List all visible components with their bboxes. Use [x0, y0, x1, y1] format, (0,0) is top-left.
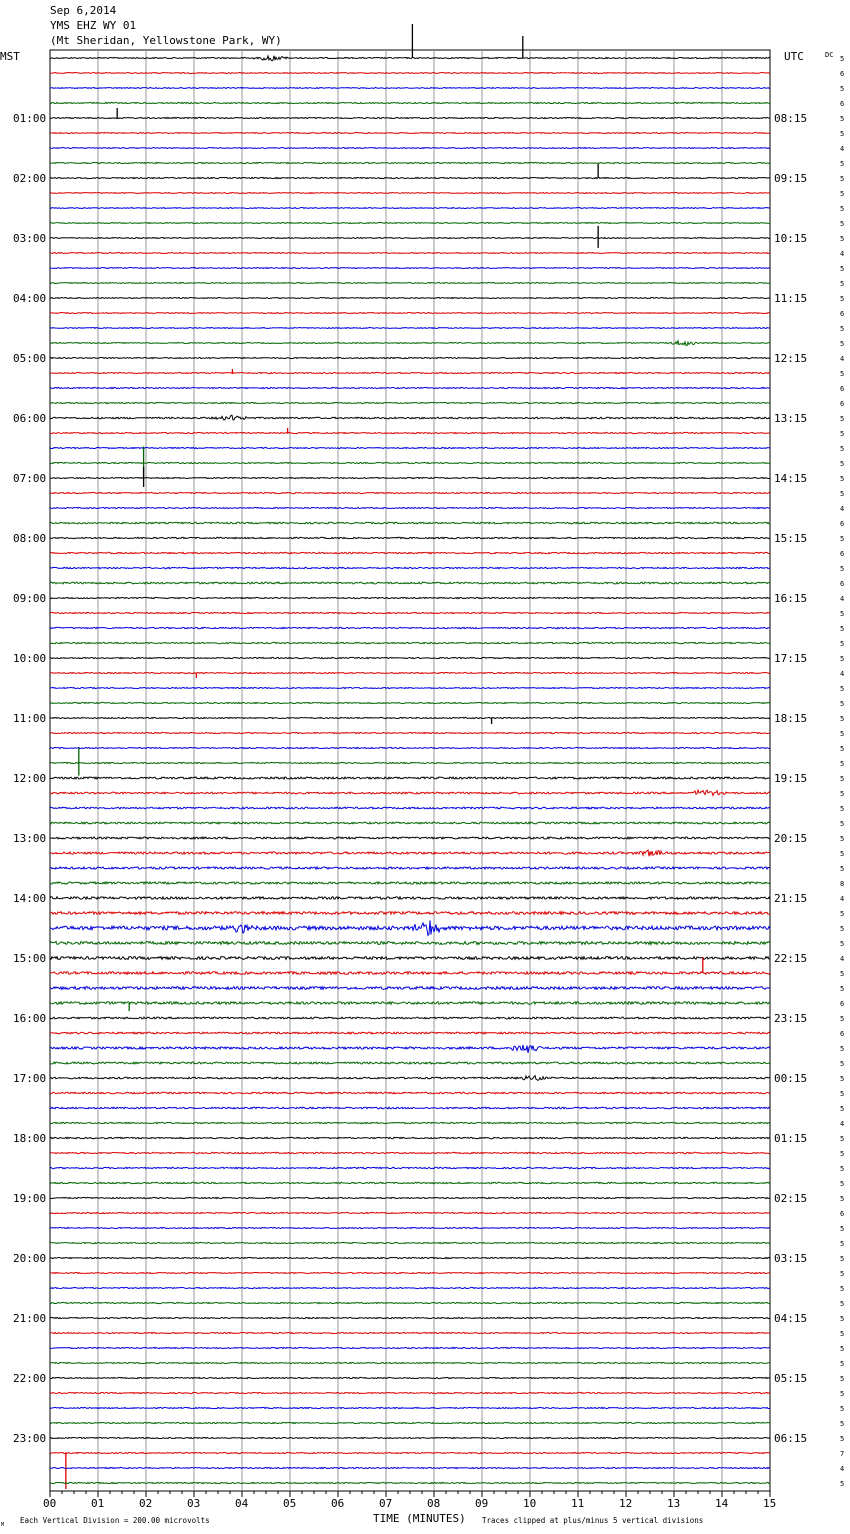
x-tick-label: 13	[667, 1497, 681, 1510]
dc-offset: 5	[840, 805, 845, 813]
dc-offset: 6	[840, 1210, 845, 1218]
dc-offset: 4	[840, 955, 845, 963]
trace-row	[50, 627, 770, 628]
dc-label: DC	[825, 51, 834, 59]
utc-hour-label: 20:15	[774, 832, 808, 845]
dc-offset: 5	[840, 655, 845, 663]
dc-offset: 6	[840, 520, 845, 528]
trace-row	[50, 223, 770, 224]
dc-offset: 5	[840, 730, 845, 738]
dc-offset: 5	[840, 625, 845, 633]
x-tick-label: 15	[763, 1497, 777, 1510]
trace-row	[50, 193, 770, 194]
x-tick-label: 08	[427, 1497, 441, 1510]
dc-offset: 6	[840, 310, 845, 318]
mst-hour-label: 07:00	[13, 472, 47, 485]
trace-row	[50, 1062, 770, 1064]
trace-row	[50, 597, 770, 598]
mst-hour-label: 19:00	[13, 1192, 47, 1205]
utc-hour-label: 02:15	[774, 1192, 808, 1205]
trace-row	[50, 837, 770, 839]
dc-offset: 5	[840, 370, 845, 378]
trace-row	[50, 1167, 770, 1168]
dc-offset: 6	[840, 400, 845, 408]
dc-offset: 6	[840, 385, 845, 393]
dc-offset: 4	[840, 895, 845, 903]
trace-row	[50, 268, 770, 269]
trace-row	[50, 1017, 770, 1019]
right-timezone-label: UTC	[784, 50, 804, 63]
dc-offset: 5	[840, 640, 845, 648]
dc-offset: 5	[840, 460, 845, 468]
utc-hour-label: 08:15	[774, 112, 808, 125]
mst-hour-label: 20:00	[13, 1252, 47, 1265]
trace-row	[50, 777, 770, 779]
trace-row	[50, 1287, 770, 1288]
trace-row	[50, 1182, 770, 1183]
dc-offset: 5	[840, 265, 845, 273]
dc-offset: 5	[840, 865, 845, 873]
dc-offset: 5	[840, 475, 845, 483]
trace-row	[50, 732, 770, 733]
trace-row	[50, 402, 770, 403]
trace-row	[50, 1347, 770, 1348]
x-tick-label: 14	[715, 1497, 729, 1510]
dc-offset: 5	[840, 295, 845, 303]
dc-offset: 5	[840, 115, 845, 123]
dc-offset: 5	[840, 1225, 845, 1233]
clip-note: Traces clipped at plus/minus 5 vertical divisions	[482, 1516, 704, 1525]
dc-offset: 6	[840, 1030, 845, 1038]
trace-row	[50, 477, 770, 478]
dc-offset: 5	[840, 1045, 845, 1053]
trace-row	[50, 1332, 770, 1333]
trace-row	[50, 567, 770, 568]
trace-row	[50, 1002, 770, 1005]
utc-hour-label: 03:15	[774, 1252, 808, 1265]
dc-offset: 5	[840, 1240, 845, 1248]
dc-offset: 5	[840, 985, 845, 993]
x-tick-label: 05	[283, 1497, 297, 1510]
dc-offset: 5	[840, 1315, 845, 1323]
mst-hour-label: 23:00	[13, 1432, 47, 1445]
plot-frame	[50, 50, 770, 1491]
dc-offset-labels	[840, 55, 844, 1488]
trace-row	[50, 492, 770, 493]
trace-row	[50, 372, 770, 373]
dc-offset: 5	[840, 280, 845, 288]
dc-offset: 5	[840, 535, 845, 543]
trace-row	[50, 920, 770, 935]
grid	[98, 50, 722, 1491]
dc-offset: 5	[840, 1375, 845, 1383]
dc-offset: 5	[840, 1480, 845, 1488]
dc-offset: 5	[840, 55, 845, 63]
dc-offset: 5	[840, 445, 845, 453]
dc-offset: 5	[840, 1345, 845, 1353]
trace-row	[50, 1212, 770, 1213]
x-tick-label: 01	[91, 1497, 105, 1510]
utc-hour-label: 19:15	[774, 772, 808, 785]
trace-row	[50, 507, 770, 508]
mst-hour-label: 21:00	[13, 1312, 47, 1325]
trace-row	[50, 612, 770, 613]
trace-row	[50, 462, 770, 463]
dc-offset: 5	[840, 775, 845, 783]
corner-mark: M	[1, 1522, 5, 1528]
trace-row	[50, 1467, 770, 1468]
dc-offset: 5	[840, 1060, 845, 1068]
trace-row	[50, 102, 770, 103]
trace-row	[50, 1362, 770, 1363]
trace-row	[50, 552, 770, 553]
utc-hour-label: 11:15	[774, 292, 808, 305]
dc-offset: 4	[840, 1120, 845, 1128]
trace-row	[50, 117, 770, 118]
dc-offset: 8	[840, 880, 845, 888]
trace-row	[50, 1437, 770, 1438]
trace-row	[50, 1076, 770, 1081]
trace-row	[50, 208, 770, 209]
trace-row	[50, 1392, 770, 1393]
x-tick-label: 09	[475, 1497, 489, 1510]
dc-offset: 5	[840, 220, 845, 228]
mst-hour-label: 17:00	[13, 1072, 47, 1085]
trace-row	[50, 1377, 770, 1378]
dc-offset: 4	[840, 355, 845, 363]
utc-hour-label: 15:15	[774, 532, 808, 545]
trace-row	[50, 1482, 770, 1483]
dc-offset: 5	[840, 160, 845, 168]
dc-offset: 5	[840, 490, 845, 498]
dc-offset: 5	[840, 1075, 845, 1083]
trace-row	[50, 702, 770, 703]
trace-row	[50, 1152, 770, 1153]
trace-row	[50, 987, 770, 990]
trace-row	[50, 432, 770, 433]
mst-hour-label: 10:00	[13, 652, 47, 665]
trace-row	[50, 133, 770, 134]
trace-row	[50, 357, 770, 358]
trace-row	[50, 313, 770, 314]
trace-row	[50, 522, 770, 524]
trace-row	[50, 762, 770, 763]
trace-row	[50, 1092, 770, 1094]
trace-row	[50, 341, 770, 346]
x-tick-label: 04	[235, 1497, 249, 1510]
mst-hour-label: 09:00	[13, 592, 47, 605]
trace-row	[50, 717, 770, 718]
trace-row	[50, 850, 770, 856]
trace-row	[50, 1302, 770, 1303]
dc-offset: 4	[840, 1465, 845, 1473]
mst-hour-label: 06:00	[13, 412, 47, 425]
trace-row	[50, 1045, 770, 1053]
utc-hour-label: 18:15	[774, 712, 808, 725]
mst-hour-label: 15:00	[13, 952, 47, 965]
dc-offset: 5	[840, 790, 845, 798]
trace-row	[50, 56, 770, 61]
dc-offset: 5	[840, 715, 845, 723]
trace-row	[50, 1032, 770, 1034]
trace-row	[50, 1242, 770, 1243]
dc-offset: 4	[840, 250, 845, 258]
dc-offset: 5	[840, 325, 845, 333]
location-label: (Mt Sheridan, Yellowstone Park, WY)	[50, 34, 282, 47]
trace-row	[50, 972, 770, 975]
dc-offset: 5	[840, 1420, 845, 1428]
dc-offset: 4	[840, 505, 845, 513]
left-timezone-label: MST	[0, 50, 20, 63]
trace-row	[50, 537, 770, 538]
trace-row	[50, 672, 770, 673]
trace-row	[50, 822, 770, 824]
trace-row	[50, 387, 770, 388]
x-tick-label: 06	[331, 1497, 345, 1510]
trace-row	[50, 1422, 770, 1423]
trace-row	[50, 747, 770, 748]
trace-row	[50, 807, 770, 809]
mst-hour-label: 03:00	[13, 232, 47, 245]
trace-row	[50, 1227, 770, 1228]
utc-hour-label: 06:15	[774, 1432, 808, 1445]
dc-offset: 6	[840, 100, 845, 108]
utc-hour-label: 09:15	[774, 172, 808, 185]
dc-offset: 5	[840, 415, 845, 423]
dc-offset: 5	[840, 1435, 845, 1443]
dc-offset: 5	[840, 1270, 845, 1278]
dc-offset: 5	[840, 610, 845, 618]
utc-hour-label: 13:15	[774, 412, 808, 425]
trace-row	[50, 88, 770, 89]
x-tick-label: 03	[187, 1497, 201, 1510]
trace-row	[50, 298, 770, 299]
trace-row	[50, 415, 770, 420]
trace-row	[50, 1197, 770, 1198]
utc-hour-label: 17:15	[774, 652, 808, 665]
mst-hour-label: 04:00	[13, 292, 47, 305]
dc-offset: 5	[840, 1390, 845, 1398]
trace-row	[50, 148, 770, 149]
trace-row	[50, 867, 770, 869]
mst-hour-label: 22:00	[13, 1372, 47, 1385]
trace-row	[50, 162, 770, 163]
dc-offset: 4	[840, 595, 845, 603]
mst-hour-label: 12:00	[13, 772, 47, 785]
dc-offset: 5	[840, 1255, 845, 1263]
dc-offset: 5	[840, 190, 845, 198]
dc-offset: 5	[840, 1105, 845, 1113]
dc-offset: 5	[840, 910, 845, 918]
utc-time-labels	[774, 112, 807, 1445]
mst-hour-label: 08:00	[13, 532, 47, 545]
dc-offset: 5	[840, 205, 845, 213]
mst-hour-label: 13:00	[13, 832, 47, 845]
dc-offset: 7	[840, 1450, 845, 1458]
dc-offset: 5	[840, 430, 845, 438]
dc-offset: 6	[840, 580, 845, 588]
mst-hour-label: 18:00	[13, 1132, 47, 1145]
trace-row	[50, 642, 770, 643]
dc-offset: 5	[840, 1150, 845, 1158]
trace-row	[50, 177, 770, 178]
dc-offset: 5	[840, 1285, 845, 1293]
trace-row	[50, 957, 770, 960]
dc-offset: 5	[840, 1180, 845, 1188]
date-label: Sep 6,2014	[50, 4, 117, 17]
trace-row	[50, 790, 770, 795]
x-axis	[43, 1491, 776, 1510]
trace-row	[50, 447, 770, 448]
mst-hour-label: 02:00	[13, 172, 47, 185]
trace-row	[50, 253, 770, 254]
x-tick-label: 02	[139, 1497, 153, 1510]
utc-hour-label: 14:15	[774, 472, 808, 485]
dc-offset: 6	[840, 1000, 845, 1008]
utc-hour-label: 04:15	[774, 1312, 808, 1325]
dc-offset: 5	[840, 565, 845, 573]
trace-row	[50, 942, 770, 945]
mst-hour-label: 11:00	[13, 712, 47, 725]
trace-row	[50, 1107, 770, 1109]
utc-hour-label: 01:15	[774, 1132, 808, 1145]
trace-row	[50, 582, 770, 584]
dc-offset: 5	[840, 1330, 845, 1338]
x-tick-label: 11	[571, 1497, 585, 1510]
x-tick-label: 07	[379, 1497, 393, 1510]
x-axis-title: TIME (MINUTES)	[373, 1512, 466, 1525]
mst-hour-label: 16:00	[13, 1012, 47, 1025]
x-tick-label: 10	[523, 1497, 537, 1510]
dc-offset: 5	[840, 1405, 845, 1413]
utc-hour-label: 05:15	[774, 1372, 808, 1385]
dc-offset: 4	[840, 670, 845, 678]
dc-offset: 5	[840, 1300, 845, 1308]
dc-offset: 5	[840, 850, 845, 858]
traces	[50, 24, 770, 1489]
dc-offset: 6	[840, 70, 845, 78]
trace-row	[50, 912, 770, 915]
utc-hour-label: 23:15	[774, 1012, 808, 1025]
x-tick-label: 12	[619, 1497, 633, 1510]
dc-offset: 5	[840, 235, 845, 243]
mst-hour-label: 14:00	[13, 892, 47, 905]
dc-offset: 5	[840, 970, 845, 978]
dc-offset: 5	[840, 340, 845, 348]
dc-offset: 5	[840, 760, 845, 768]
scale-note: Each Vertical Division = 200.00 microvolts	[20, 1516, 210, 1525]
utc-hour-label: 21:15	[774, 892, 808, 905]
utc-hour-label: 22:15	[774, 952, 808, 965]
trace-row	[50, 73, 770, 74]
trace-row	[50, 1122, 770, 1123]
dc-offset: 5	[840, 700, 845, 708]
x-tick-label: 00	[43, 1497, 57, 1510]
dc-offset: 5	[840, 685, 845, 693]
station-label: YMS EHZ WY 01	[50, 19, 137, 32]
dc-offset: 5	[840, 1360, 845, 1368]
trace-row	[50, 283, 770, 284]
trace-row	[50, 1317, 770, 1318]
dc-offset: 6	[840, 550, 845, 558]
dc-offset: 4	[840, 145, 845, 153]
utc-hour-label: 12:15	[774, 352, 808, 365]
trace-row	[50, 1257, 770, 1258]
utc-hour-label: 10:15	[774, 232, 808, 245]
trace-row	[50, 328, 770, 329]
dc-offset: 5	[840, 1015, 845, 1023]
trace-row	[50, 657, 770, 658]
utc-hour-label: 00:15	[774, 1072, 808, 1085]
dc-offset: 5	[840, 175, 845, 183]
mst-hour-label: 01:00	[13, 112, 47, 125]
dc-offset: 5	[840, 925, 845, 933]
dc-offset: 5	[840, 1135, 845, 1143]
dc-offset: 5	[840, 940, 845, 948]
dc-offset: 5	[840, 1090, 845, 1098]
trace-row	[50, 1407, 770, 1408]
dc-offset: 5	[840, 85, 845, 93]
trace-row	[50, 1272, 770, 1273]
mst-hour-label: 05:00	[13, 352, 47, 365]
dc-offset: 5	[840, 820, 845, 828]
dc-offset: 5	[840, 130, 845, 138]
trace-row	[50, 897, 770, 899]
dc-offset: 5	[840, 1165, 845, 1173]
trace-row	[50, 687, 770, 688]
trace-row	[50, 882, 770, 884]
trace-row	[50, 1137, 770, 1138]
trace-row	[50, 1452, 770, 1453]
trace-row	[50, 238, 770, 239]
utc-hour-label: 16:15	[774, 592, 808, 605]
mst-time-labels	[13, 112, 46, 1445]
dc-offset: 5	[840, 745, 845, 753]
dc-offset: 5	[840, 835, 845, 843]
dc-offset: 5	[840, 1195, 845, 1203]
